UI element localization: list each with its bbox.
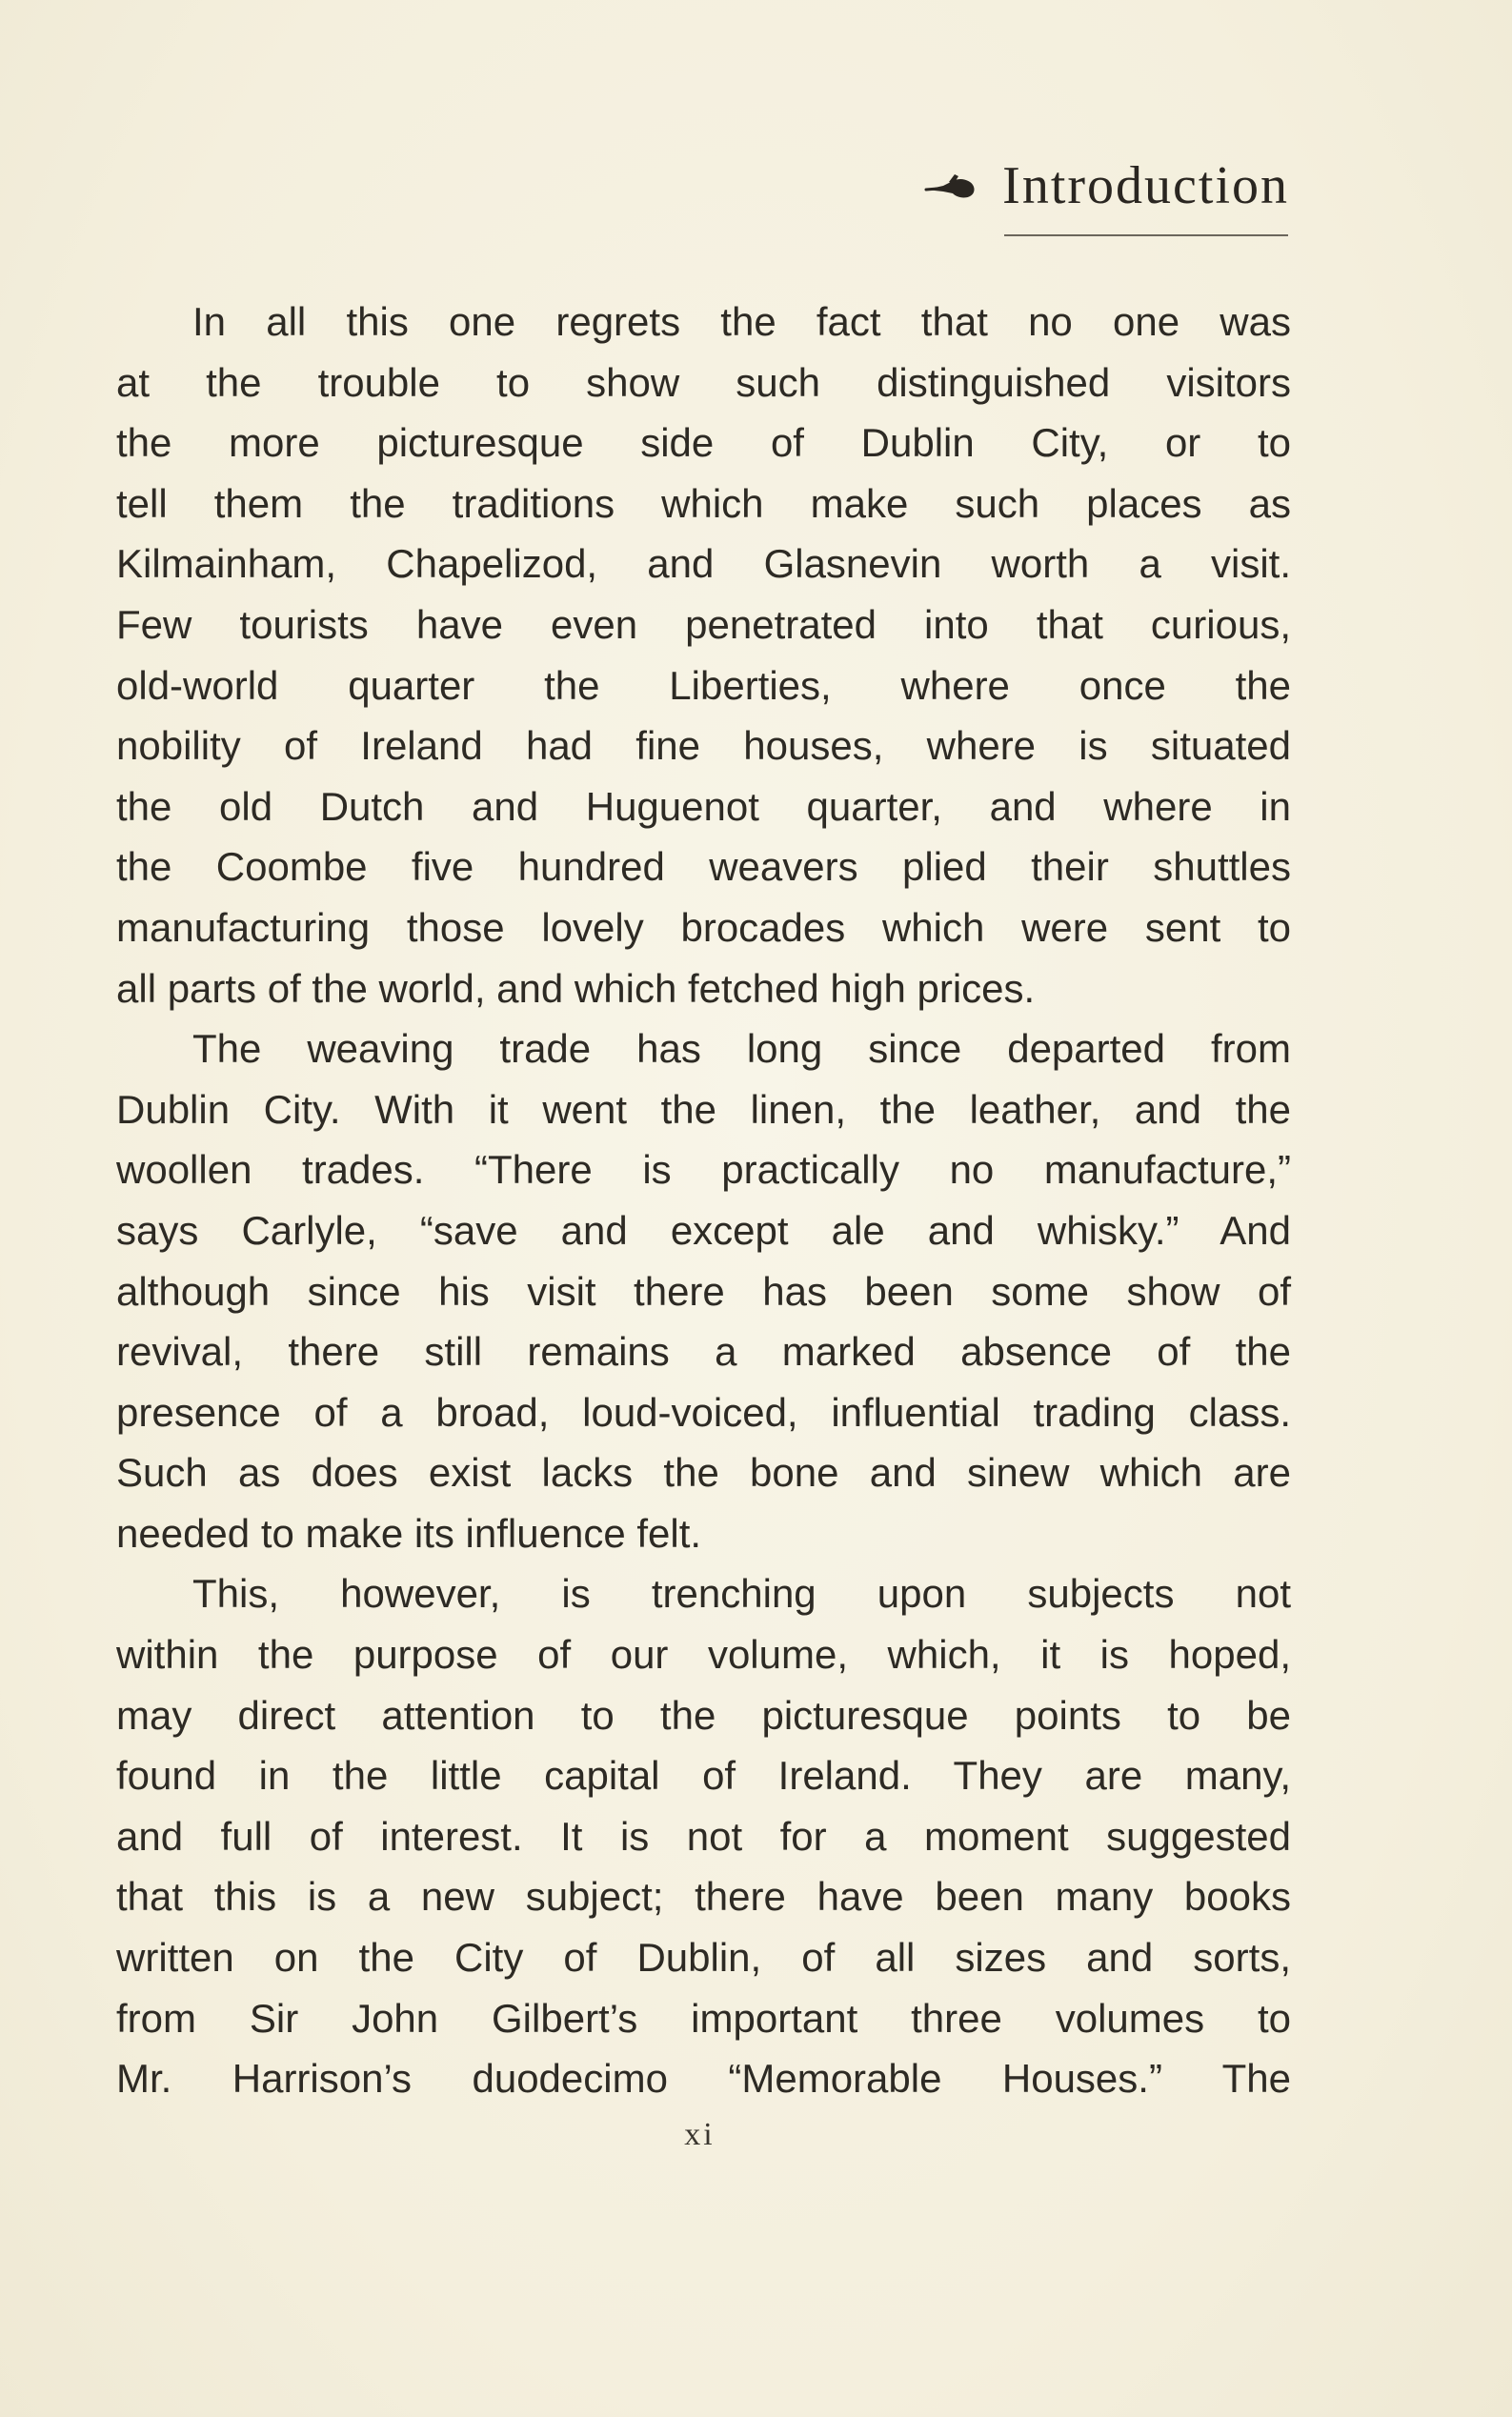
text-line: needed to make its influence felt. — [116, 1510, 702, 1556]
text-line: at the trouble to show such distinguished visitors — [116, 359, 1291, 405]
text-line: that this is a new subject; there have been many books — [116, 1874, 1291, 1920]
text-line: the Coombe five hundred weavers plied their shuttles — [116, 844, 1291, 890]
text-line: the old Dutch and Huguenot quarter, and where in — [116, 783, 1291, 829]
page-number: xi — [684, 2117, 716, 2152]
text-line: revival, there still remains a marked absence of the — [116, 1329, 1291, 1375]
running-head — [924, 155, 1289, 216]
pointing-hand-icon — [924, 167, 978, 205]
text-line: woollen trades. “There is practically no manufacture,” — [116, 1147, 1291, 1193]
text-line: from Sir John Gilbert’s important three volumes to — [116, 1995, 1291, 2041]
paragraph-2 — [116, 1018, 1291, 1563]
text-line: all parts of the world, and which fetched high prices. — [116, 965, 1036, 1011]
text-line: written on the City of Dublin, of all sizes and sorts, — [116, 1935, 1291, 1981]
text-line: manufacturing those lovely brocades which were sent to — [116, 904, 1291, 950]
text-line: Few tourists have even penetrated into that curious, — [116, 601, 1291, 647]
header-rule — [1004, 234, 1288, 236]
text-line: Mr. Harrison’s duodecimo “Memorable Houses.” The — [116, 2056, 1291, 2102]
text-line: and full of interest. It is not for a moment suggested — [116, 1813, 1291, 1859]
body-text — [116, 292, 1291, 2109]
text-line: says Carlyle, “save and except ale and whisky.” And — [116, 1207, 1291, 1253]
text-line: old-world quarter the Liberties, where once the — [116, 662, 1291, 708]
text-line: although since his visit there has been some show of — [116, 1268, 1291, 1314]
text-line: The weaving trade has long since departed from — [192, 1026, 1291, 1072]
text-line: Such as does exist lacks the bone and sinew which are — [116, 1450, 1291, 1496]
text-line: nobility of Ireland had fine houses, where is situated — [116, 723, 1291, 769]
text-line: This, however, is trenching upon subjects not — [192, 1571, 1291, 1617]
running-head-title: Introduction — [1002, 156, 1289, 215]
paragraph-1 — [116, 292, 1291, 1018]
text-line: may direct attention to the picturesque points to be — [116, 1692, 1291, 1738]
text-line: tell them the traditions which make such places as — [116, 480, 1291, 526]
text-line: the more picturesque side of Dublin City, or to — [116, 420, 1291, 466]
text-line: found in the little capital of Ireland. They are many, — [116, 1753, 1291, 1799]
text-line: presence of a broad, loud-voiced, influential trading class. — [116, 1389, 1291, 1435]
paragraph-3 — [116, 1563, 1291, 2108]
text-line: within the purpose of our volume, which, it is hoped, — [116, 1632, 1291, 1678]
text-line: In all this one regrets the fact that no one was — [192, 299, 1291, 344]
text-line: Dublin City. With it went the linen, the leather, and the — [116, 1086, 1291, 1132]
text-line: Kilmainham, Chapelizod, and Glasnevin worth a visit. — [116, 541, 1291, 587]
